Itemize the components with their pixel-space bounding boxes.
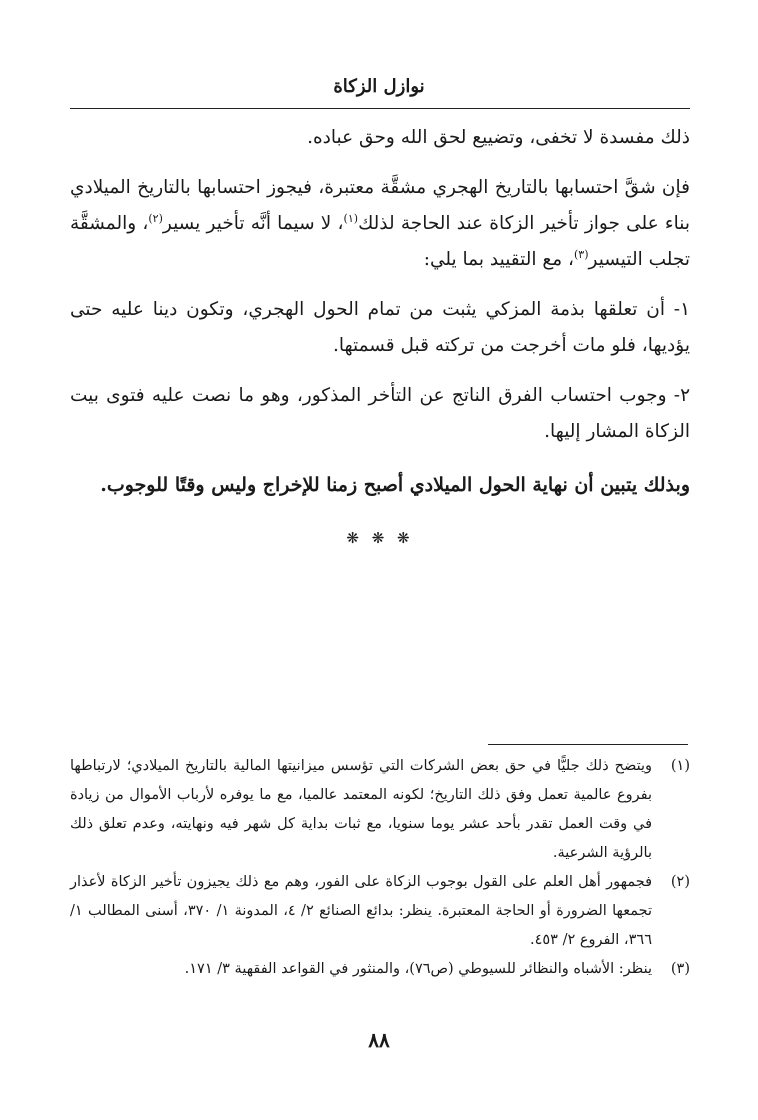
footnote-text: فجمهور أهل العلم على القول بوجوب الزكاة على الفور، وهم مع ذلك يجيزون تأخير الزكاة لأعذار تجمعها الضرورة أو الحاجة المعتبرة. ينظر: بدائع الصنائع ٢/ ٤، المدونة ١/ ٣٧٠، أسنى المطالب ١/ ٣٦٦، الفروع ٢/ ٤٥٣. — [70, 874, 652, 948]
footnote-number: (٣) — [670, 961, 690, 977]
paragraph-1: ذلك مفسدة لا تخفى، وتضييع لحق الله وحق عباده. — [307, 127, 690, 148]
paragraph-2-text-c: ، والمشقَّة تجلب التيسير — [70, 213, 690, 270]
section-separator: ❋ ❋ ❋ — [346, 529, 414, 547]
paragraph-2 — [70, 170, 690, 278]
page-number: ٨٨ — [368, 1028, 390, 1052]
list-item-2: ٢- وجوب احتساب الفرق الناتج عن التأخر المذكور، وهو ما نصت عليه فتوى بيت الزكاة المشار إليها. — [70, 385, 690, 442]
main-text — [70, 120, 690, 556]
footnote-2 — [70, 868, 690, 955]
list-item-1: ١- أن تعلقها بذمة المزكي يثبت من تمام الحول الهجري، وتكون دينا عليه حتى يؤديها، فلو مات أخرجت من تركته قبل قسمتها. — [70, 299, 690, 356]
running-header-title: نوازل الزكاة — [333, 76, 425, 97]
header-divider — [70, 108, 690, 109]
paragraph-2-text-d: ، مع التقييد بما يلي: — [423, 249, 574, 270]
footnote-ref-2: (٢) — [148, 211, 163, 225]
footnote-3 — [70, 955, 690, 984]
footnotes — [70, 752, 690, 984]
paragraph-2-text-a: فإن شقَّ احتسابها بالتاريخ الهجري مشقَّة معتبرة، فيجوز احتسابها بالتاريخ الميلادي بناء على جواز تأخير الزكاة عند الحاجة لذلك — [70, 177, 690, 234]
footnote-number: (٢) — [670, 874, 690, 890]
footnote-1 — [70, 752, 690, 868]
footnote-divider — [488, 744, 688, 745]
footnote-ref-3: (٣) — [573, 247, 589, 261]
footnote-ref-1: (١) — [343, 211, 359, 225]
paragraph-2-text-b: ، لا سيما أنَّه تأخير يسير — [162, 213, 344, 234]
footnote-text: ينظر: الأشباه والنظائر للسيوطي (ص٧٦)، والمنثور في القواعد الفقهية ٣/ ١٧١. — [184, 961, 652, 977]
footnote-text: ويتضح ذلك جليًّا في حق بعض الشركات التي تؤسس ميزانيتها المالية بالتاريخ الميلادي؛ لارتباطها بفروع عالمية تعمل وفق ذلك التاريخ؛ لكونه المعتمد عالميا، مع ما يوفره لأرباب الأموال من زيادة في وقت العمل تقدر بأحد عشر يوما سنويا، مع ثبات بداية كل شهر فيه ونهايته، وعدم تعلق ذلك بالرؤية الشرعية. — [70, 758, 652, 861]
conclusion-paragraph: وبذلك يتبين أن نهاية الحول الميلادي أصبح زمنا للإخراج وليس وقتًا للوجوب. — [100, 474, 690, 496]
footnote-number: (١) — [670, 758, 690, 774]
